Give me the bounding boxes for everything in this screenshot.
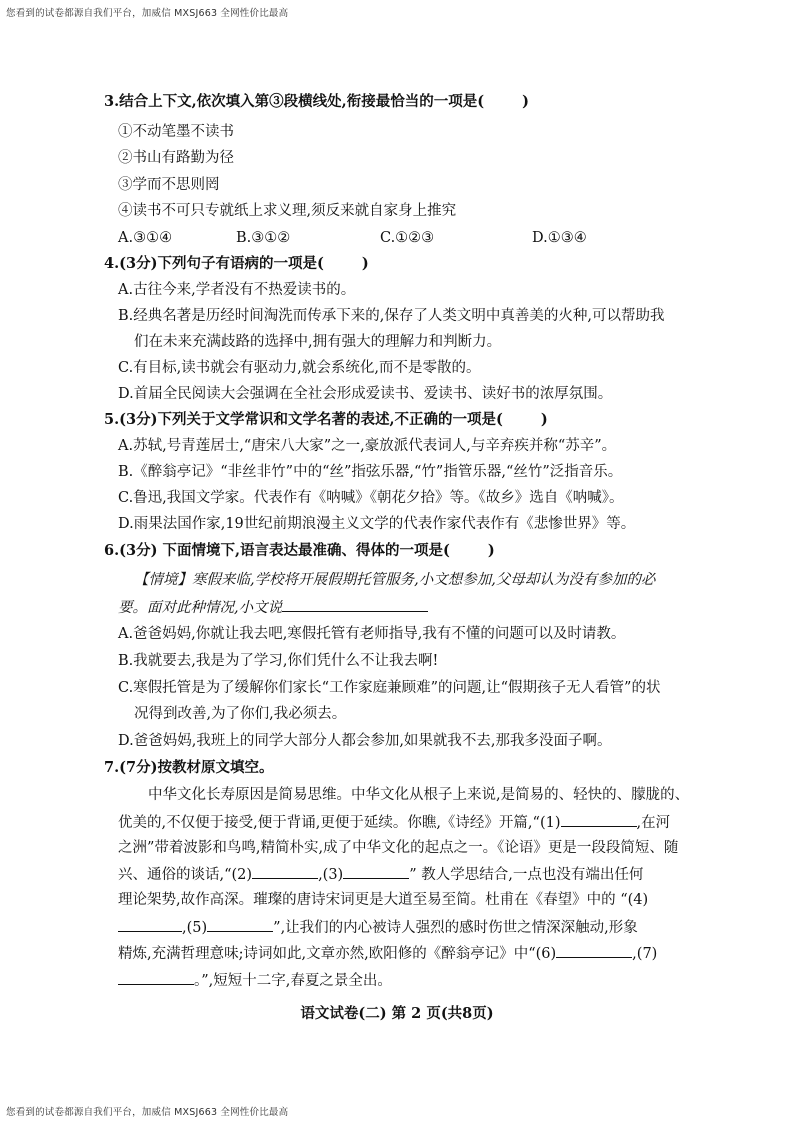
q4-option-b-line2: 们在未来充满歧路的选择中,拥有强大的理解力和判断力。 bbox=[134, 334, 502, 350]
q4-option-d: D.首届全民阅读大会强调在全社会形成爱读书、爱读书、读好书的浓厚氛围。 bbox=[118, 386, 613, 402]
q6-stem-close: ) bbox=[487, 542, 495, 559]
q7-blank-5[interactable] bbox=[207, 917, 273, 932]
q6-answer-blank[interactable] bbox=[282, 597, 428, 612]
page-footer: 语文试卷(二) 第 2 页(共8页) bbox=[300, 1005, 494, 1022]
q5-option-a: A.苏轼,号青莲居士,“唐宋八大家”之一,豪放派代表词人,与辛弃疾并称“苏辛”。 bbox=[118, 438, 617, 454]
q5-stem bbox=[104, 410, 548, 430]
q5-option-c: C.鲁迅,我国文学家。代表作有《呐喊》《朝花夕拾》等。《故乡》选自《呐喊》。 bbox=[118, 490, 624, 506]
q6-scenario-text: 要。面对此种情况,小文说 bbox=[118, 600, 283, 616]
q6-scenario-line2 bbox=[118, 597, 428, 618]
q3-item-2: ②书山有路勤为径 bbox=[118, 150, 234, 166]
q3-item-1: ①不动笔墨不读书 bbox=[118, 124, 234, 140]
q3-stem-text: 3.结合上下文,依次填入第③段横线处,衔接最恰当的一项是( bbox=[104, 93, 485, 110]
q7-l2b: ,在河 bbox=[636, 815, 671, 831]
q4-option-a: A.古往今来,学者没有不热爱读书的。 bbox=[118, 282, 356, 298]
q7-blank-2[interactable] bbox=[252, 864, 318, 879]
q7-blank-6[interactable] bbox=[556, 943, 632, 958]
q7-l4c: ” 教人学思结合,一点也没有端出任何 bbox=[409, 867, 644, 883]
q4-option-c: C.有目标,读书就会有驱动力,就会系统化,而不是零散的。 bbox=[118, 360, 481, 376]
q6-option-c-line2: 况得到改善,为了你们,我必须去。 bbox=[134, 706, 347, 722]
q7-l4b: ,(3) bbox=[318, 867, 344, 883]
q4-option-b-line1: B.经典名著是历经时间淘洗而传承下来的,保存了人类文明中真善美的火种,可以帮助我 bbox=[118, 308, 665, 324]
q5-stem-close: ) bbox=[540, 411, 548, 428]
q7-l7a: 精炼,充满哲理意味;诗词如此,文章亦然,欧阳修的《醉翁亭记》中“(6) bbox=[118, 946, 557, 962]
q7-passage-line7 bbox=[118, 943, 657, 964]
q6-option-c-line1: C.寒假托管是为了缓解你们家长“工作家庭兼顾难”的问题,让“假期孩子无人看管”的状 bbox=[118, 680, 661, 696]
q7-l8: 。”,短短十二字,春夏之景全出。 bbox=[194, 973, 392, 989]
q6-scenario-line1: 【情境】寒假来临,学校将开展假期托管服务,小文想参加,父母却认为没有参加的必 bbox=[134, 572, 656, 588]
q3-option-a: A.③①④ bbox=[118, 230, 173, 246]
watermark-top: 您看到的试卷都源自我们平台，加威信 MXSJ663 全网性价比最高 bbox=[6, 8, 289, 19]
q5-option-d: D.雨果法国作家,19世纪前期浪漫主义文学的代表作家代表作有《悲惨世界》等。 bbox=[118, 516, 636, 532]
q3-stem bbox=[104, 92, 529, 112]
q7-blank-4[interactable] bbox=[118, 917, 182, 932]
q7-l7b: ,(7) bbox=[632, 946, 658, 962]
watermark-bottom: 您看到的试卷都源自我们平台，加威信 MXSJ663 全网性价比最高 bbox=[6, 1107, 289, 1118]
q6-stem bbox=[104, 541, 495, 561]
q7-passage-line2 bbox=[118, 812, 670, 833]
q6-option-b: B.我就要去,我是为了学习,你们凭什么不让我去啊! bbox=[118, 653, 439, 669]
q3-item-4: ④读书不可只专就纸上求义理,须反来就自家身上推究 bbox=[118, 203, 457, 219]
q3-option-d: D.①③④ bbox=[532, 230, 587, 246]
q7-passage-line8 bbox=[118, 970, 392, 991]
q4-stem-close: ) bbox=[361, 255, 369, 272]
q6-stem-text: 6.(3分) 下面情境下,语言表达最准确、得体的一项是( bbox=[104, 542, 450, 559]
q5-stem-text: 5.(3分)下列关于文学常识和文学名著的表述,不正确的一项是( bbox=[104, 411, 503, 428]
q4-stem bbox=[104, 254, 369, 274]
q7-passage-line3: 之洲”带着波影和鸟鸣,精简朴实,成了中华文化的起点之一。《论语》更是一段段简短、随 bbox=[118, 840, 679, 856]
q3-option-b: B.③①② bbox=[236, 230, 291, 246]
q3-option-c: C.①②③ bbox=[380, 230, 435, 246]
q7-passage-line1: 中华文化长寿原因是简易思维。中华文化从根子上来说,是简易的、轻快的、朦胧的、 bbox=[148, 787, 690, 803]
q3-stem-close: ) bbox=[522, 93, 529, 110]
q7-stem: 7.(7分)按教材原文填空。 bbox=[104, 759, 274, 776]
q6-option-a: A.爸爸妈妈,你就让我去吧,寒假托管有老师指导,我有不懂的问题可以及时请教。 bbox=[118, 626, 626, 642]
q3-item-3: ③学而不思则罔 bbox=[118, 177, 220, 193]
q7-blank-1[interactable] bbox=[561, 812, 637, 827]
q7-l6a: ,(5) bbox=[182, 920, 208, 936]
q7-blank-3[interactable] bbox=[343, 864, 409, 879]
q7-l6b: ”,让我们的内心被诗人强烈的感时伤世之情深深触动,形象 bbox=[273, 920, 638, 936]
q6-option-d: D.爸爸妈妈,我班上的同学大部分人都会参加,如果就我不去,那我多没面子啊。 bbox=[118, 733, 612, 749]
q5-option-b: B.《醉翁亭记》“非丝非竹”中的“丝”指弦乐器,“竹”指管乐器,“丝竹”泛指音乐。 bbox=[118, 464, 623, 480]
q7-passage-line5: 理论架势,故作高深。璀璨的唐诗宋词更是大道至易至简。杜甫在《春望》中的 “(4) bbox=[118, 892, 649, 908]
q7-blank-7[interactable] bbox=[118, 970, 194, 985]
q7-passage-line6 bbox=[118, 917, 638, 938]
q4-stem-text: 4.(3分)下列句子有语病的一项是( bbox=[104, 255, 324, 272]
q7-l2a: 优美的,不仅便于接受,便于背诵,更便于延续。你瞧,《诗经》开篇,“(1) bbox=[118, 815, 561, 831]
q7-passage-line4 bbox=[118, 864, 643, 885]
q7-l4a: 兴、通俗的谈话,“(2) bbox=[118, 867, 253, 883]
